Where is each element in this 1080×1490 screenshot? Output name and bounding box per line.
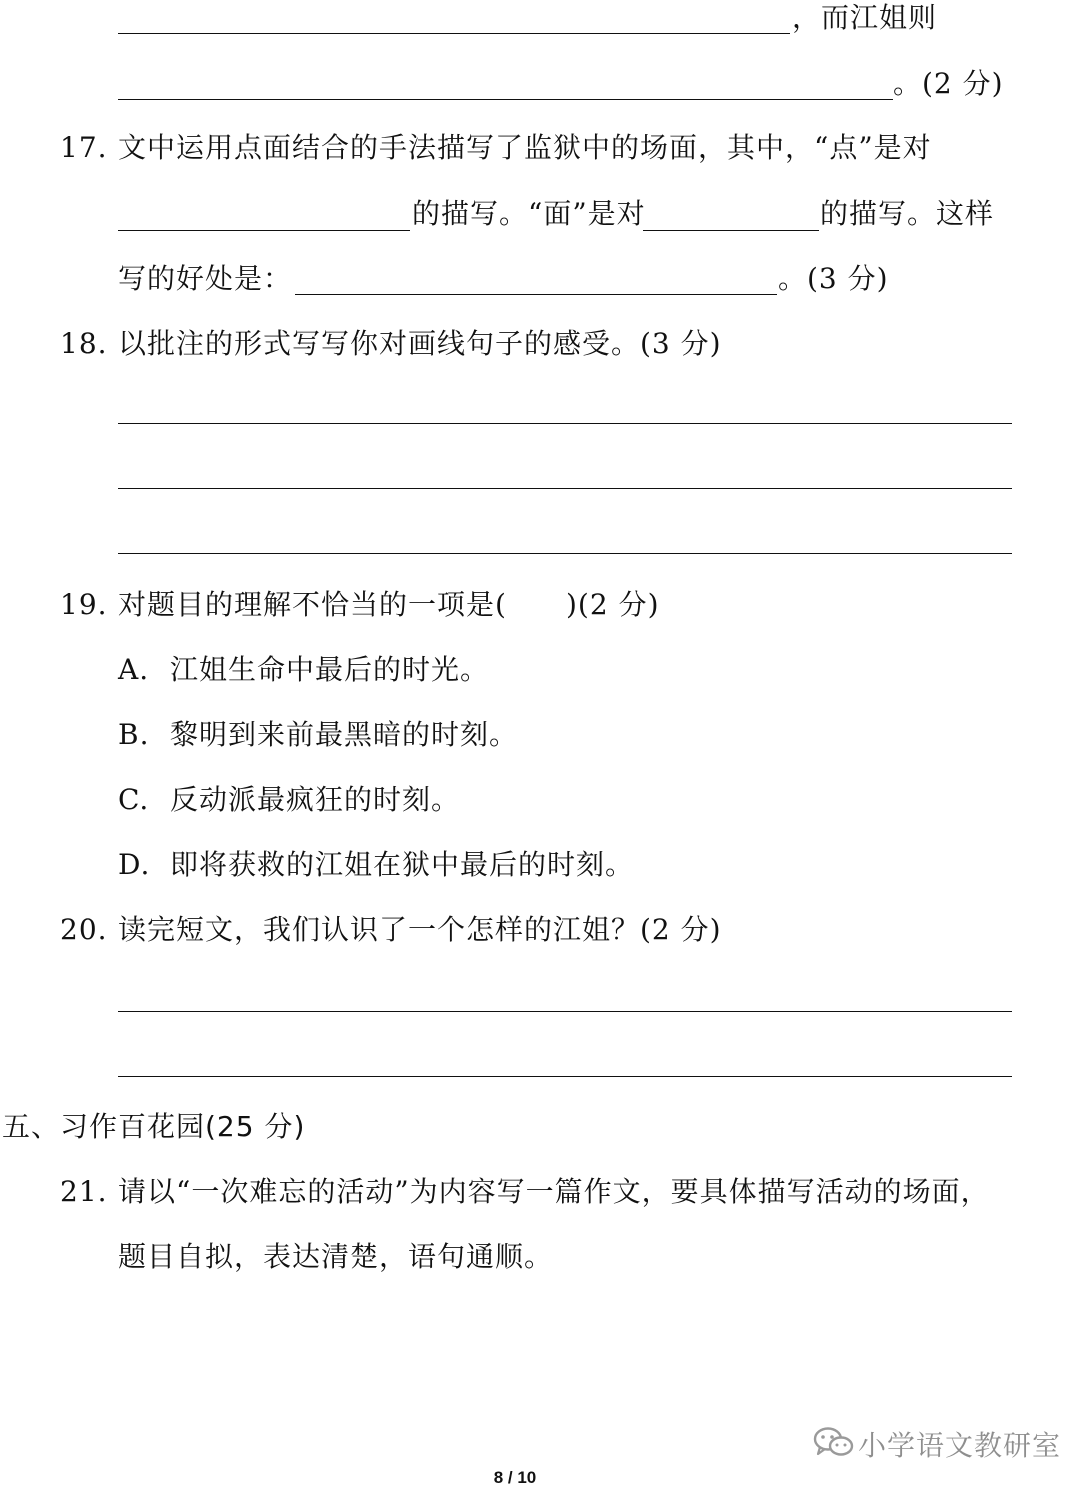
question-text: 的描写。“面”是对 (412, 197, 646, 230)
option-letter: C. (118, 783, 150, 816)
answer-line[interactable] (118, 423, 1012, 424)
option-text: 黎明到来前最黑暗的时刻。 (170, 718, 519, 751)
question-text: 题目自拟，表达清楚，语句通顺。 (118, 1240, 554, 1273)
question-number: 17. (60, 131, 108, 164)
question-text: 的描写。这样 (820, 197, 995, 230)
question-number: 19. (60, 588, 108, 621)
answer-paren-space[interactable] (500, 587, 566, 623)
option-letter: A. (118, 653, 150, 686)
question-text: 写的好处是： (118, 262, 293, 295)
option-letter: D. (118, 848, 151, 881)
section-title: 五、习作百花园(25 分) (2, 1110, 306, 1143)
option-text: 反动派最疯狂的时刻。 (170, 783, 461, 816)
answer-line[interactable] (118, 1076, 1012, 1077)
question-number: 20. (60, 913, 108, 946)
question-number: 18. (60, 327, 108, 360)
answer-line[interactable] (118, 99, 893, 100)
question-score: )(2 分) (566, 588, 660, 621)
answer-blank[interactable] (118, 230, 410, 231)
answer-line[interactable] (118, 488, 1012, 489)
question-text: 文中运用点面结合的手法描写了监狱中的场面，其中，“点”是对 (118, 131, 932, 164)
option-text: 江姐生命中最后的时光。 (170, 653, 490, 686)
question-text: 对题目的理解不恰当的一项是( (118, 588, 507, 621)
question-number: 21. (60, 1175, 108, 1208)
answer-line[interactable] (118, 33, 790, 34)
option-text: 即将获救的江姐在狱中最后的时刻。 (170, 848, 635, 881)
q16-cont-text: ，而江姐则 (792, 1, 938, 34)
answer-blank[interactable] (643, 230, 819, 231)
page-number: 8 / 10 (493, 1468, 537, 1487)
q16-score: 。(2 分) (893, 67, 1004, 100)
answer-blank[interactable] (295, 294, 777, 295)
watermark-text: 小学语文教研室 (858, 1429, 1062, 1462)
question-text: 请以“一次难忘的活动”为内容写一篇作文，要具体描写活动的场面， (118, 1175, 990, 1208)
answer-line[interactable] (118, 1011, 1012, 1012)
option-letter: B. (118, 718, 150, 751)
question-text: 读完短文，我们认识了一个怎样的江姐？(2 分) (118, 913, 722, 946)
wechat-icon (812, 1425, 856, 1459)
answer-line[interactable] (118, 553, 1012, 554)
question-text: 以批注的形式写写你对画线句子的感受。(3 分) (118, 327, 722, 360)
question-score: 。(3 分) (778, 262, 889, 295)
